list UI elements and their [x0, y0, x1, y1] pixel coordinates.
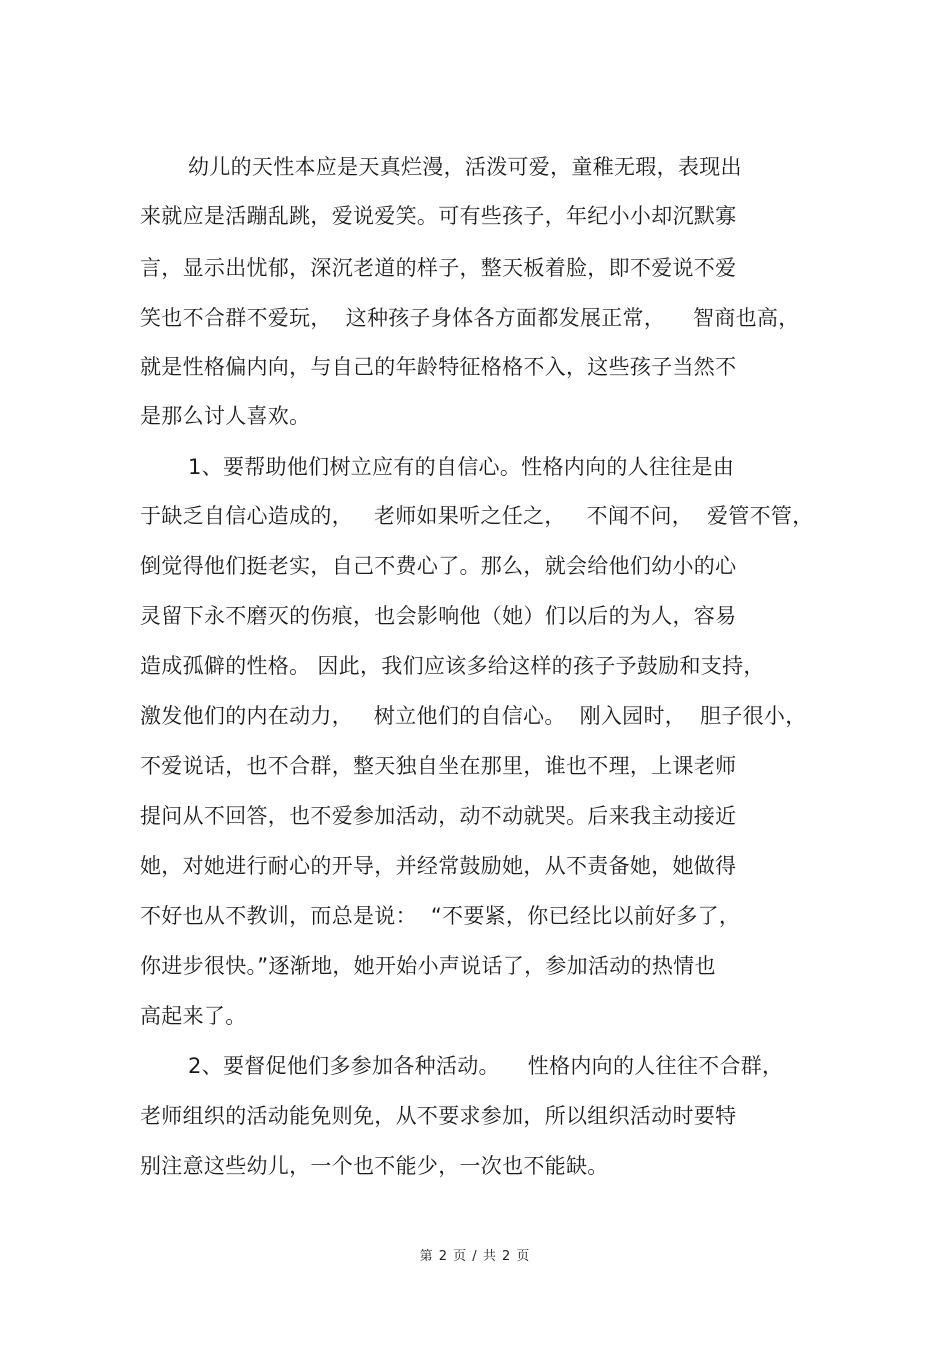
paragraph-2-line-4: 灵留下永不磨灭的伤痕，也会影响他（她）们以后的为人，容易 [140, 604, 737, 628]
page-number-footer: 第 2 页 / 共 2 页 [419, 1249, 531, 1264]
paragraph-2-line-5: 造成孤僻的性格。 因此，我们应该多给这样的孩子予鼓励和支持， [140, 654, 765, 678]
paragraph-2-line-10: 不好也从不教训，而总是说： “不要紧，你已经比以前好多了， [140, 904, 741, 928]
paragraph-3-line-1: 2、要督促他们多参加各种活动。 性格内向的人往往不合群， [188, 1054, 784, 1078]
paragraph-1-line-6: 是那么讨人喜欢。 [140, 404, 311, 428]
paragraph-3-line-3: 别注意这些幼儿，一个也不能少，一次也不能缺。 [140, 1154, 609, 1178]
paragraph-2-line-11: 你进步很快。”逐渐地，她开始小声说话了，参加活动的热情也 [140, 954, 716, 978]
paragraph-2-line-8: 提问从不回答，也不爱参加活动，动不动就哭。后来我主动接近 [140, 804, 737, 828]
paragraph-2-line-7: 不爱说话，也不合群，整天独自坐在那里，谁也不理，上课老师 [140, 754, 737, 778]
paragraph-1-line-5: 就是性格偏内向，与自己的年龄特征格格不入，这些孩子当然不 [140, 355, 737, 379]
paragraph-2-line-3: 倒觉得他们挺老实，自己不费心了。那么，就会给他们幼小的心 [140, 554, 737, 578]
paragraph-2-line-2: 于缺乏自信心造成的， 老师如果听之任之， 不闻不问， 爱管不管， [140, 504, 814, 528]
paragraph-2-line-12: 高起来了。 [140, 1004, 247, 1028]
paragraph-2-line-1: 1、要帮助他们树立应有的自信心。性格内向的人往往是由 [188, 455, 735, 479]
paragraph-1-line-2: 来就应是活蹦乱跳，爱说爱笑。可有些孩子，年纪小小却沉默寡 [140, 204, 737, 228]
paragraph-1-line-1: 幼儿的天性本应是天真烂漫，活泼可爱，童稚无瑕，表现出 [188, 155, 742, 179]
paragraph-2-line-6: 激发他们的内在动力， 树立他们的自信心。 刚入园时， 胆子很小， [140, 704, 807, 728]
paragraph-3-line-2: 老师组织的活动能免则免，从不要求参加，所以组织活动时要特 [140, 1104, 737, 1128]
paragraph-1-line-3: 言，显示出忧郁，深沉老道的样子，整天板着脸，即不爱说不爱 [140, 256, 737, 280]
paragraph-2-line-9: 她，对她进行耐心的开导，并经常鼓励她，从不责备她，她做得 [140, 854, 737, 878]
paragraph-1-line-4: 笑也不合群不爱玩， 这种孩子身体各方面都发展正常， 智商也高， [140, 306, 800, 330]
